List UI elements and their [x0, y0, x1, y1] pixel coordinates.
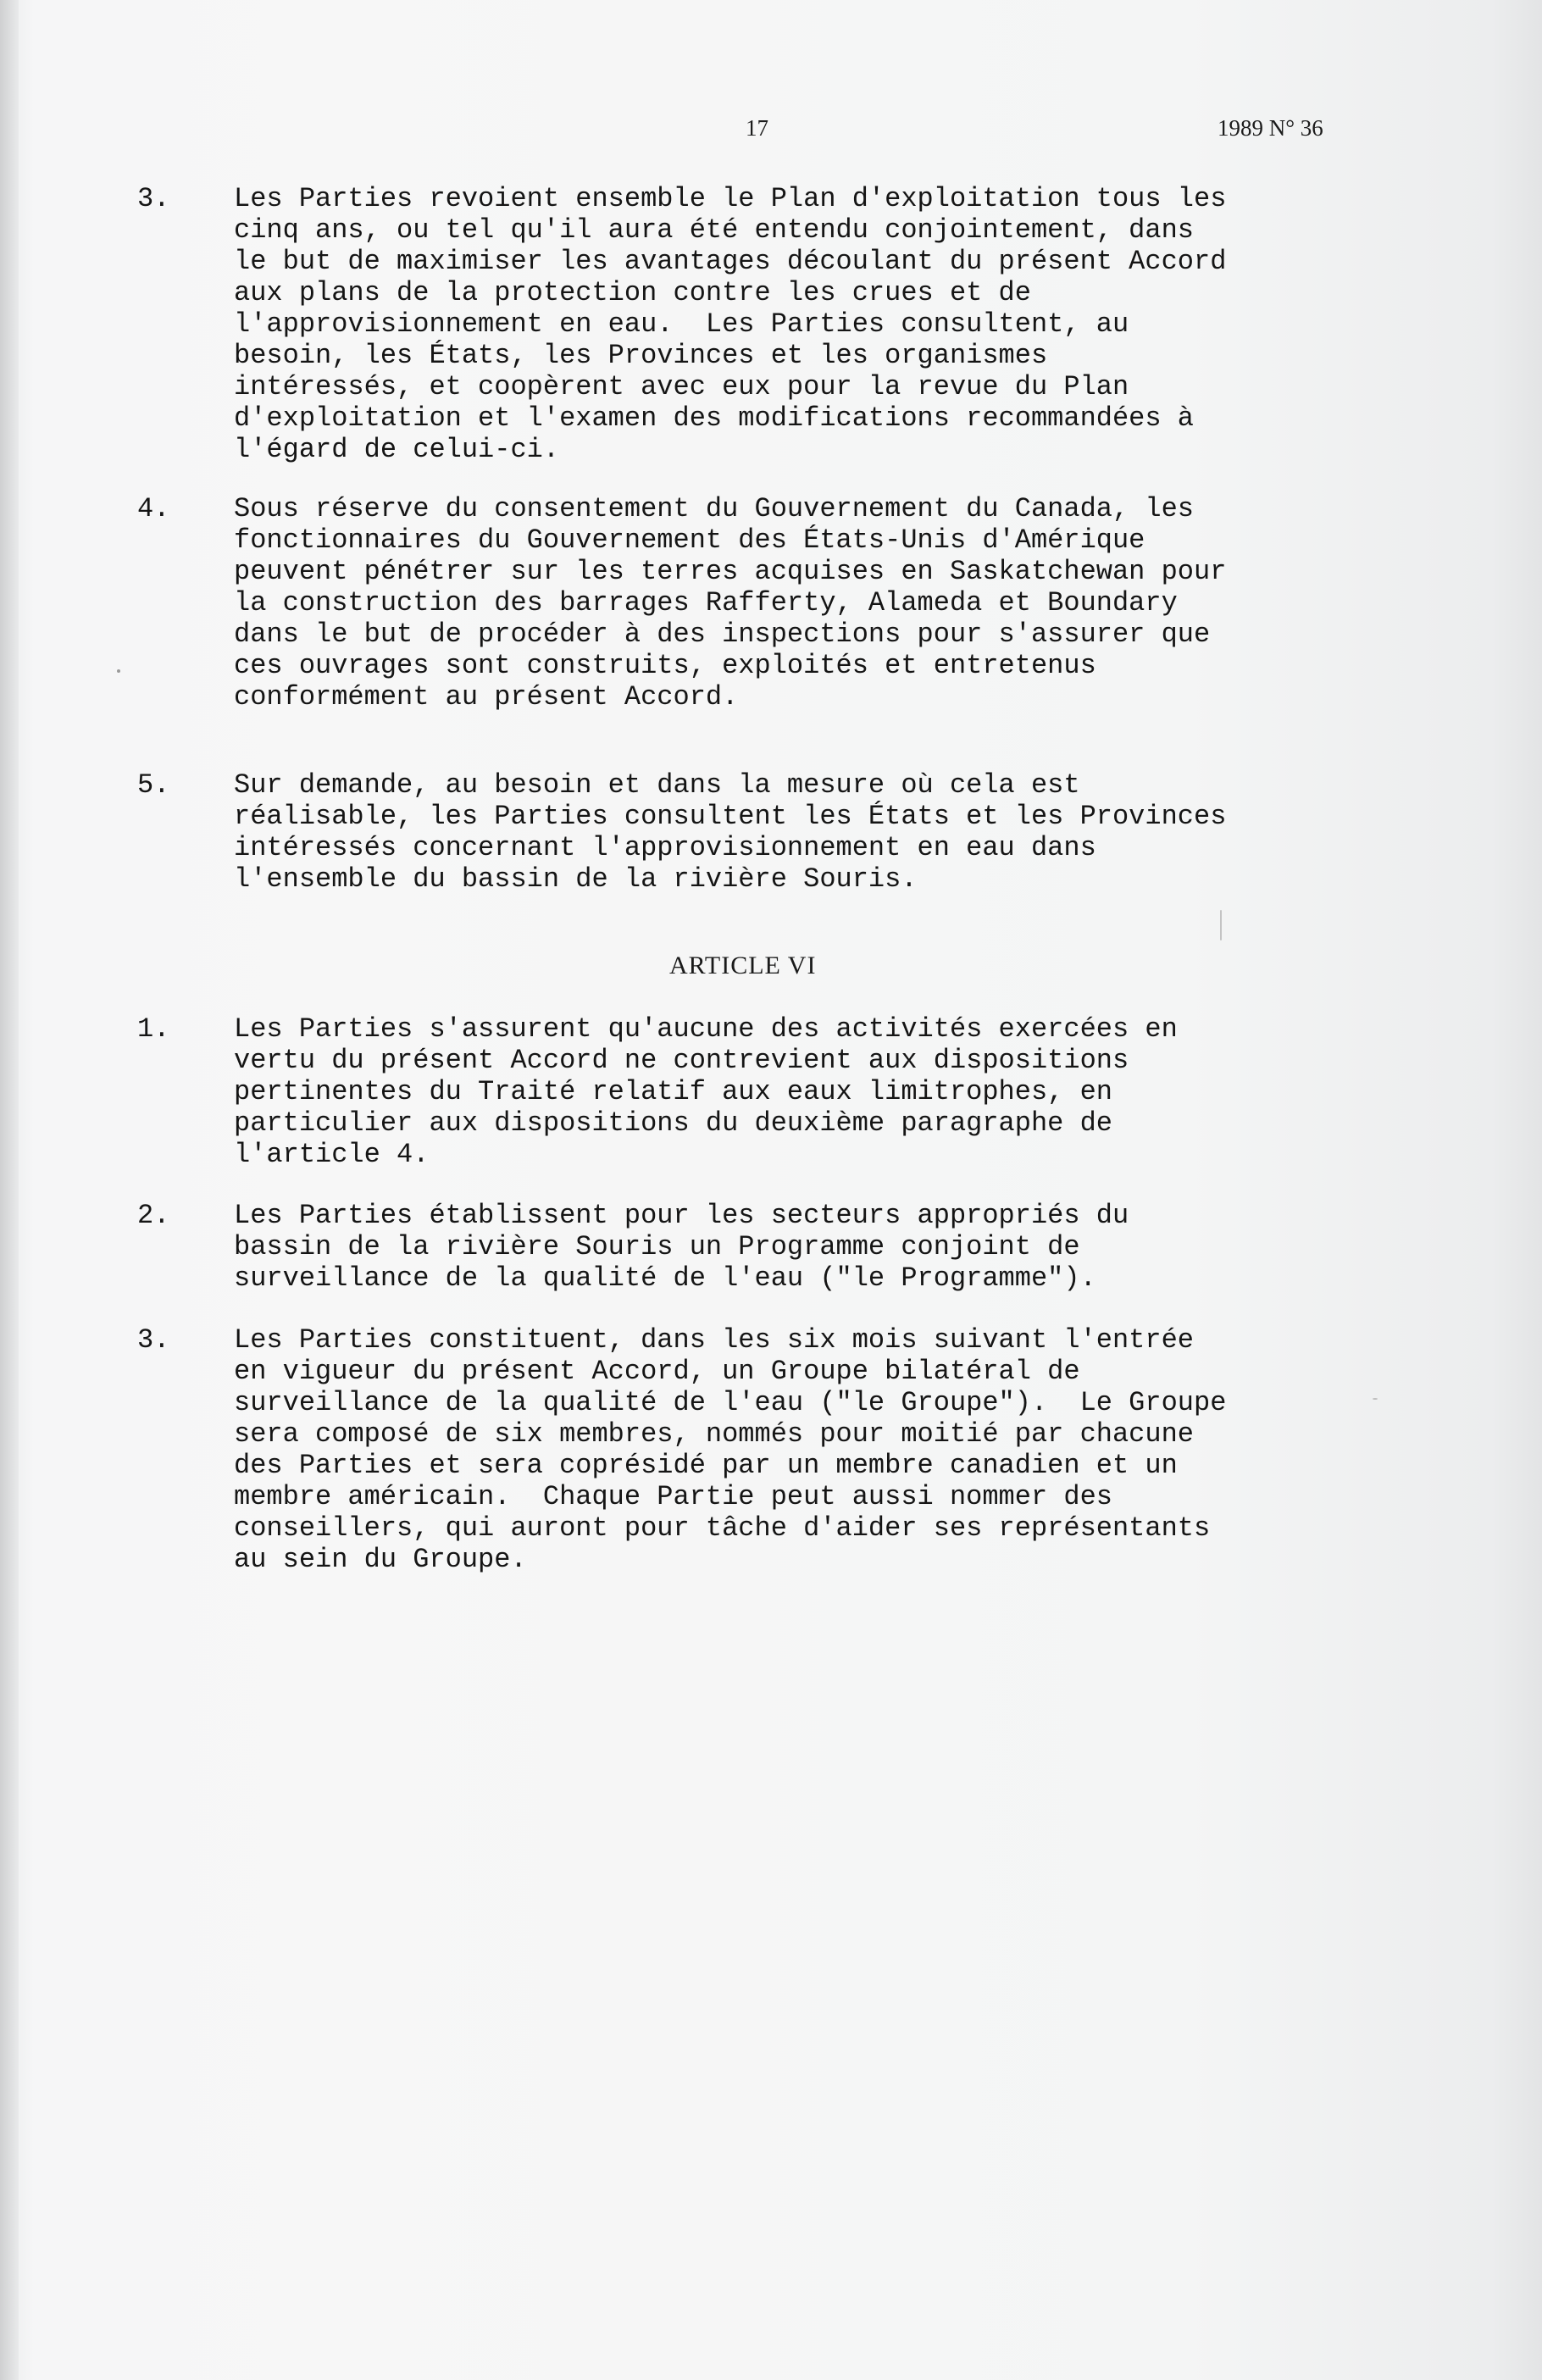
- text-line: vertu du présent Accord ne contrevient aux dispositions: [234, 1045, 1129, 1076]
- gazette-reference: 1989 N° 36: [1218, 115, 1323, 141]
- text-line: fonctionnaires du Gouvernement des États-Unis d'Amérique: [234, 524, 1145, 556]
- text-line: en vigueur du présent Accord, un Groupe bilatéral de: [234, 1356, 1080, 1387]
- paragraph-text: [234, 493, 1505, 713]
- paragraph-text: [234, 1013, 1505, 1170]
- text-line: ces ouvrages sont construits, exploités et entretenus: [234, 650, 1096, 681]
- text-line: surveillance de la qualité de l'eau ("le Groupe"). Le Groupe: [234, 1387, 1227, 1418]
- text-line: intéressés, et coopèrent avec eux pour la revue du Plan: [234, 371, 1129, 402]
- text-line: aux plans de la protection contre les crues et de: [234, 277, 1031, 308]
- paragraph-number: 5.: [137, 769, 170, 801]
- text-line: bassin de la rivière Souris un Programme conjoint de: [234, 1231, 1080, 1262]
- text-line: surveillance de la qualité de l'eau ("le Programme").: [234, 1262, 1096, 1294]
- article-heading: ARTICLE VI: [669, 951, 817, 979]
- paragraph-number: 4.: [137, 493, 170, 524]
- text-line: le but de maximiser les avantages découlant du présent Accord: [234, 246, 1227, 277]
- text-line: Sur demande, au besoin et dans la mesure où cela est: [234, 769, 1080, 801]
- text-line: pertinentes du Traité relatif aux eaux limitrophes, en: [234, 1076, 1112, 1107]
- text-line: peuvent pénétrer sur les terres acquises en Saskatchewan pour: [234, 556, 1227, 587]
- scan-mark: [1220, 910, 1222, 940]
- scan-speck: [117, 669, 120, 673]
- text-line: besoin, les États, les Provinces et les organismes: [234, 340, 1048, 371]
- text-line: l'égard de celui-ci.: [234, 434, 560, 465]
- paragraph-text: [234, 1200, 1505, 1294]
- text-line: Les Parties constituent, dans les six mois suivant l'entrée: [234, 1324, 1194, 1356]
- paragraph-number: 3.: [137, 183, 170, 214]
- scan-mark: [1373, 1398, 1378, 1400]
- text-line: Les Parties établissent pour les secteurs appropriés du: [234, 1200, 1129, 1231]
- text-line: conformément au présent Accord.: [234, 681, 739, 713]
- paragraph-number: 2.: [137, 1200, 170, 1231]
- text-line: cinq ans, ou tel qu'il aura été entendu conjointement, dans: [234, 214, 1194, 246]
- text-line: conseillers, qui auront pour tâche d'aider ses représentants: [234, 1512, 1211, 1544]
- text-line: la construction des barrages Rafferty, Alameda et Boundary: [234, 587, 1178, 619]
- paragraph-text: [234, 1324, 1505, 1575]
- paragraph-number: 3.: [137, 1324, 170, 1356]
- text-line: au sein du Groupe.: [234, 1544, 527, 1575]
- text-line: d'exploitation et l'examen des modifications recommandées à: [234, 402, 1194, 434]
- text-line: sera composé de six membres, nommés pour moitié par chacune: [234, 1418, 1194, 1450]
- page-spine-shadow: [0, 0, 19, 2380]
- text-line: intéressés concernant l'approvisionnement en eau dans: [234, 832, 1096, 863]
- paragraph-number: 1.: [137, 1013, 170, 1045]
- text-line: particulier aux dispositions du deuxième paragraphe de: [234, 1107, 1112, 1139]
- text-line: l'article 4.: [234, 1139, 430, 1170]
- text-line: membre américain. Chaque Partie peut aussi nommer des: [234, 1481, 1112, 1512]
- text-line: l'approvisionnement en eau. Les Parties consultent, au: [234, 308, 1129, 340]
- text-line: dans le but de procéder à des inspections pour s'assurer que: [234, 619, 1211, 650]
- text-line: l'ensemble du bassin de la rivière Souris.: [234, 863, 918, 895]
- text-line: Les Parties s'assurent qu'aucune des activités exercées en: [234, 1013, 1178, 1045]
- paragraph-text: [234, 769, 1505, 895]
- page-number: 17: [746, 115, 768, 141]
- text-line: réalisable, les Parties consultent les États et les Provinces: [234, 801, 1227, 832]
- text-line: des Parties et sera coprésidé par un membre canadien et un: [234, 1450, 1178, 1481]
- text-line: Les Parties revoient ensemble le Plan d'exploitation tous les: [234, 183, 1227, 214]
- paragraph-text: [234, 183, 1505, 465]
- text-line: Sous réserve du consentement du Gouvernement du Canada, les: [234, 493, 1194, 524]
